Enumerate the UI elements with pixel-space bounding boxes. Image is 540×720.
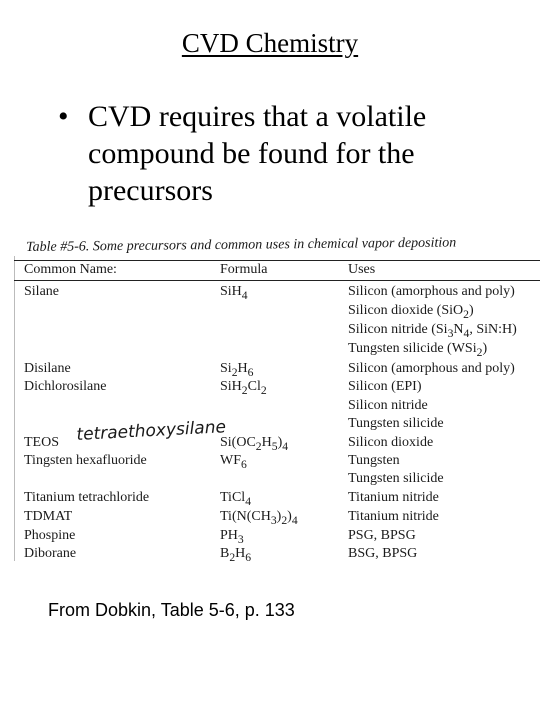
- row-name: Phospine: [24, 528, 76, 543]
- table-caption: Table #5-6. Some precursors and common uses in chemical vapor deposition: [26, 235, 457, 255]
- row-formula: $Si_2H_6$: [220, 361, 254, 379]
- row-use: Tungsten silicide (WSi$_2$): [348, 341, 488, 359]
- row-use: Tungsten silicide: [348, 471, 444, 486]
- header-uses: Uses: [348, 262, 376, 277]
- row-name: TDMAT: [24, 509, 73, 524]
- row-name: Disilane: [24, 361, 71, 376]
- row-name: Titanium tetrachloride: [24, 490, 150, 505]
- row-name: TEOS: [24, 435, 59, 450]
- header-top-rule: [14, 260, 540, 261]
- row-use: Silicon dioxide: [348, 435, 434, 450]
- row-use: Silicon dioxide (SiO$_2$): [348, 303, 474, 321]
- row-name: Dichlorosilane: [24, 379, 107, 394]
- row-name: Diborane: [24, 546, 77, 561]
- bullet-line: CVD requires that a volatile: [88, 100, 427, 133]
- row-use: Silicon nitride: [348, 398, 428, 413]
- row-use: Silicon (amorphous and poly): [348, 361, 515, 376]
- row-name: Tingsten hexafluoride: [24, 453, 147, 468]
- row-formula: $WF_6$: [220, 453, 247, 471]
- bullet-line: precursors: [88, 174, 213, 207]
- row-formula: $PH_3$: [220, 528, 244, 546]
- row-use: PSG, BPSG: [348, 528, 416, 543]
- scan-edge: [14, 256, 15, 561]
- row-name: Silane: [24, 284, 59, 299]
- row-use: Silicon (EPI): [348, 379, 422, 394]
- header-common-name: Common Name:: [24, 262, 117, 277]
- source-citation: From Dobkin, Table 5-6, p. 133: [48, 600, 295, 620]
- handwritten-annotation: tetraethoxysilane: [76, 417, 227, 445]
- row-use: Silicon nitride ($Si_3N_4$, SiN:H): [348, 322, 517, 340]
- row-use: BSG, BPSG: [348, 546, 418, 561]
- row-use: Silicon (amorphous and poly): [348, 284, 515, 299]
- bullet-text: [88, 98, 498, 209]
- row-use: Titanium nitride: [348, 509, 439, 524]
- header-bottom-rule: [14, 280, 540, 281]
- row-formula: $Ti(N(CH_3)_2)_4$: [220, 509, 298, 527]
- bullet-point: [58, 98, 498, 209]
- precursor-table-scan: [14, 235, 540, 565]
- row-formula: $B_2H_6$: [220, 546, 252, 564]
- row-formula: $SiH_2Cl_2$: [220, 379, 267, 397]
- slide-title: CVD Chemistry: [181, 28, 359, 58]
- row-formula: $Si(OC_2H_5)_4$: [220, 435, 289, 453]
- row-formula: TiCl$_4$: [220, 490, 252, 508]
- row-formula: SiH$_4$: [220, 284, 248, 302]
- bullet-line: compound be found for the: [88, 137, 415, 170]
- bullet-symbol: •: [58, 100, 69, 133]
- row-use: Tungsten silicide: [348, 416, 444, 431]
- header-formula: Formula: [220, 262, 268, 277]
- row-use: Titanium nitride: [348, 490, 439, 505]
- row-use: Tungsten: [348, 453, 400, 468]
